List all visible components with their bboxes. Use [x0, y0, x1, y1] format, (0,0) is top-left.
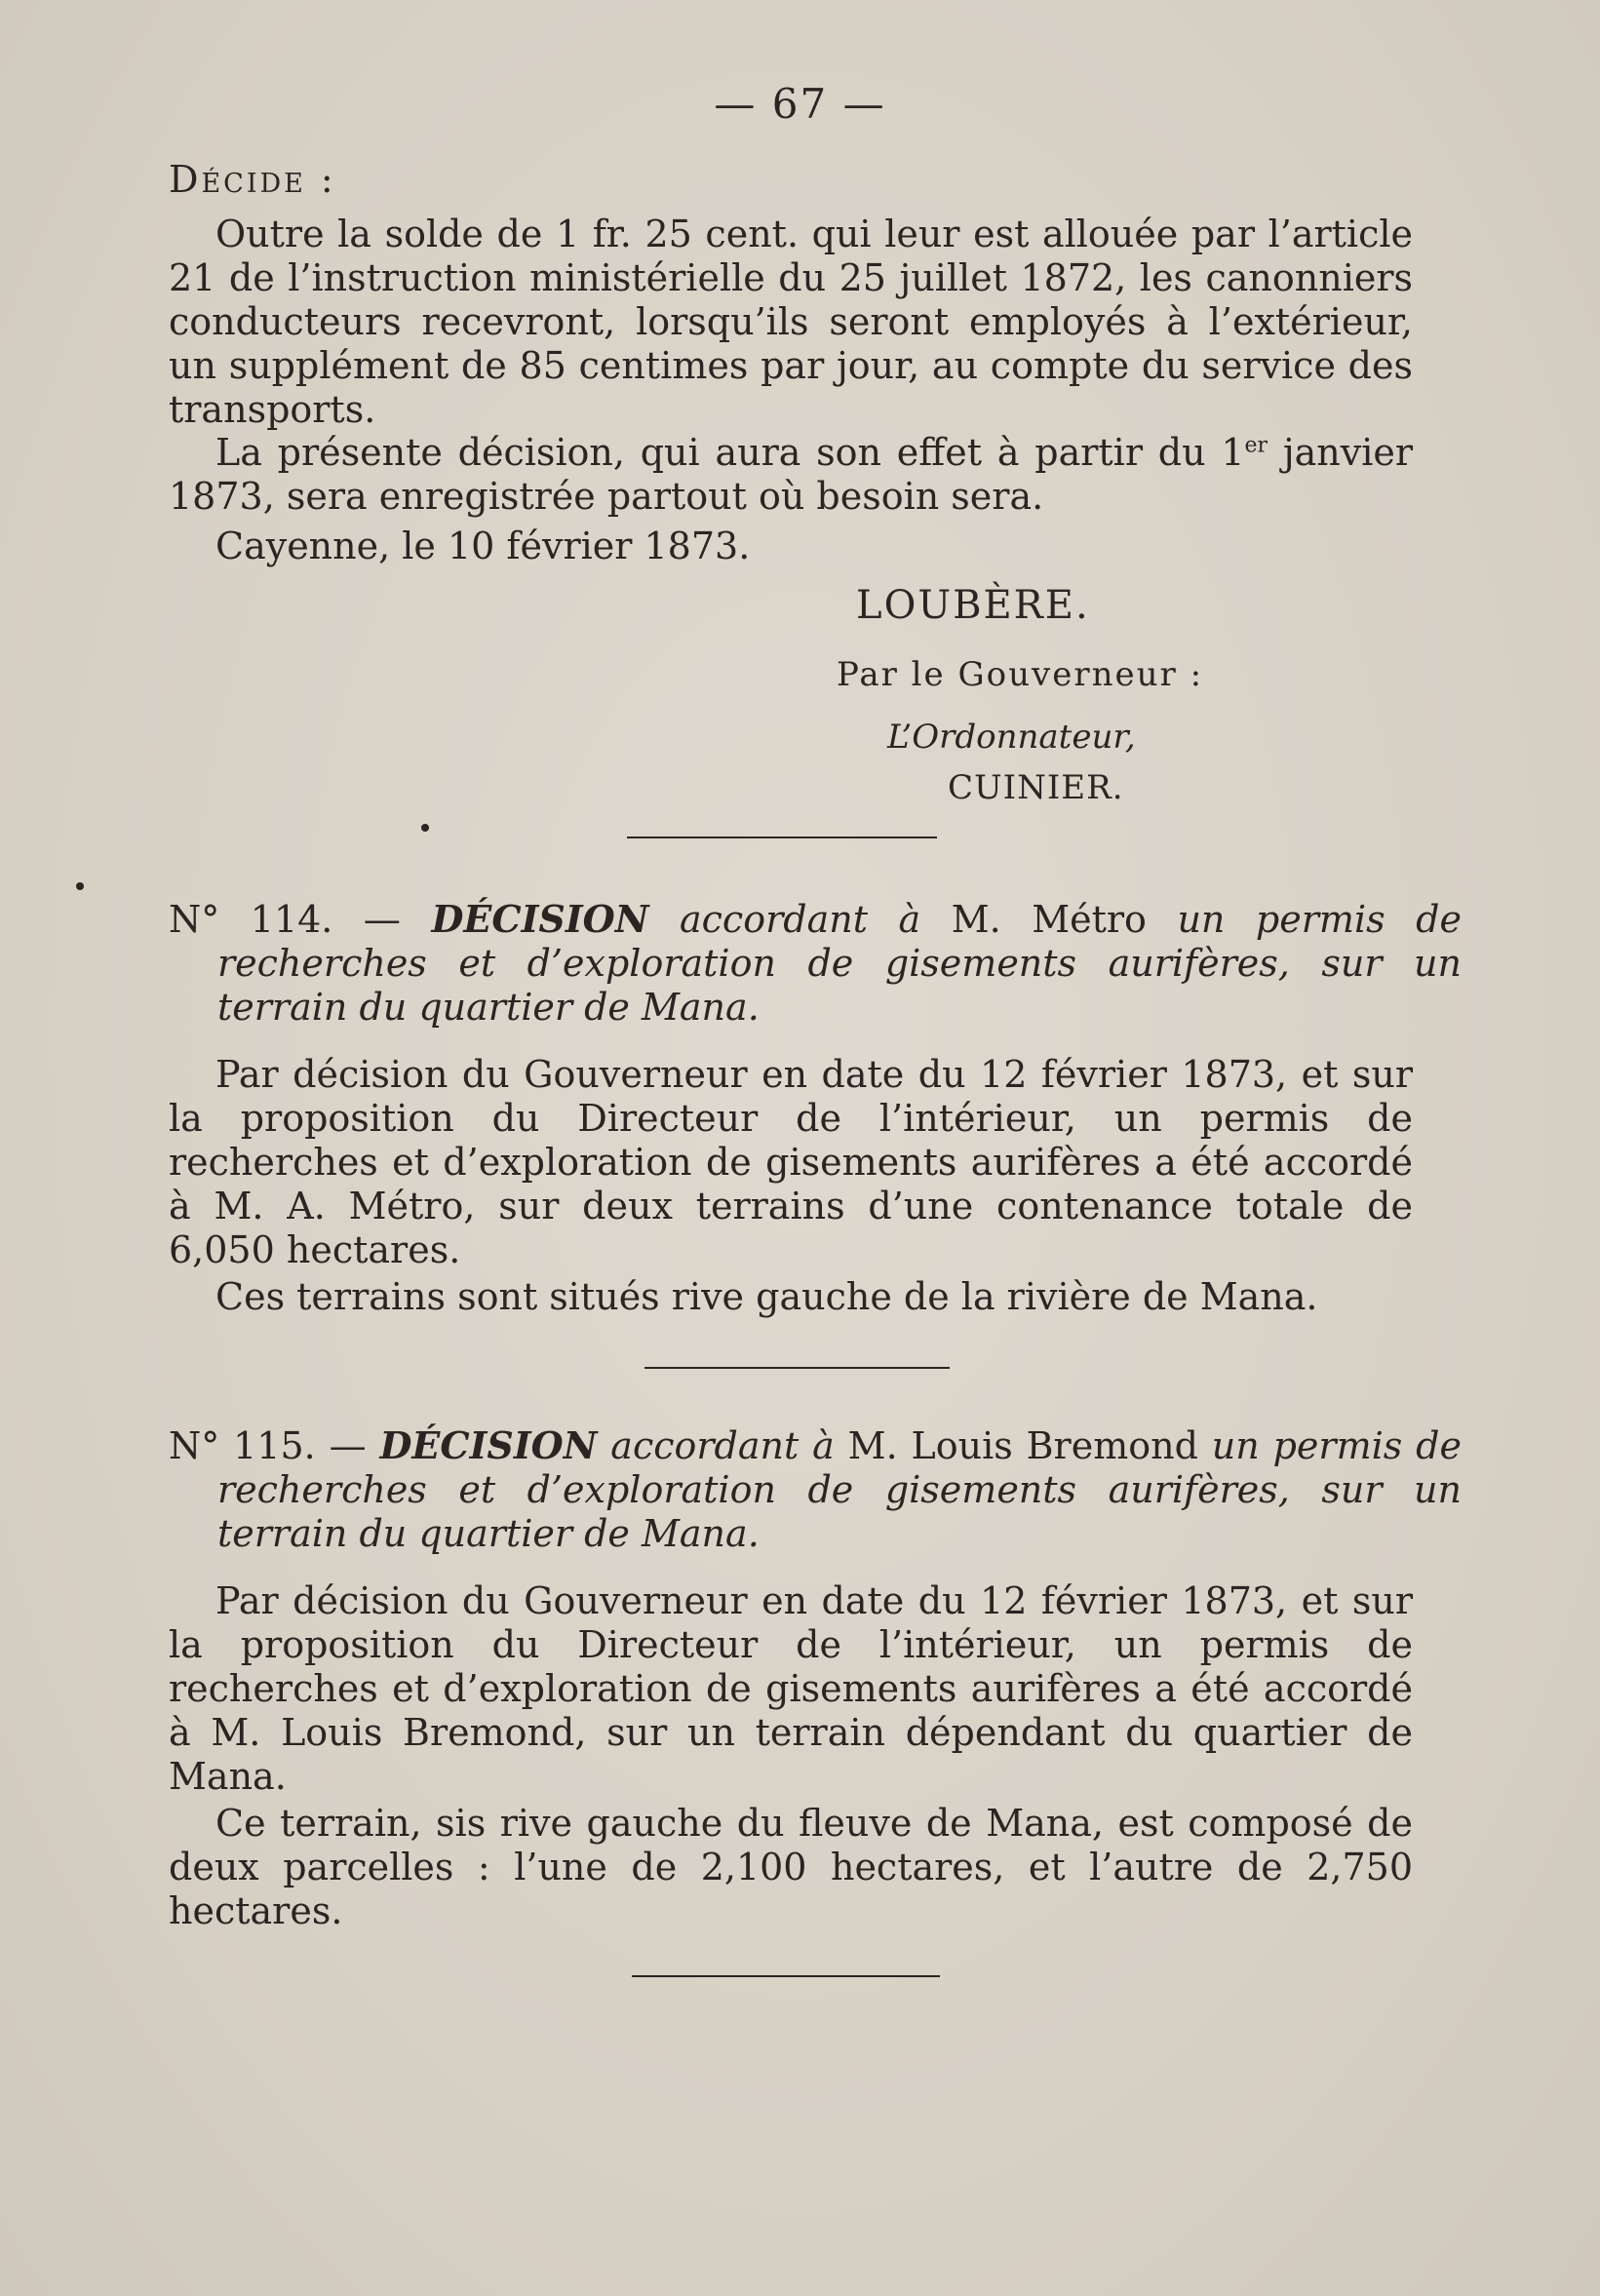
decision-114-paragraph-1: Par décision du Gouverneur en date du 12 février 1873, et sur la proposition du Directeur de l’intérieur, un permis de recherches et d’exploration de gisements aurifères a été accordé à M. A. Métro, sur deux terrains d’une contenance totale de 6,050 hectares.: [169, 1053, 1413, 1271]
ordonnateur-name: CUINIER.: [948, 768, 1124, 807]
decision-114-title-rest: un permis de recherches et d’exploration de gisements aurifères, sur un terrain du quartier de Mana.: [217, 898, 1462, 1029]
separator-rule-1: [627, 837, 937, 838]
ordonnateur-title: L’Ordonnateur,: [887, 718, 1136, 757]
ink-speck: [76, 882, 84, 890]
decree-paragraph-1: Outre la solde de 1 fr. 25 cent. qui leur est allouée par l’article 21 de l’instruction ministérielle du 25 juillet 1872, les canonniers conducteurs recevront, lorsqu’ils seront employés à l’extérieur, un supplément de 85 centimes par jour, au compte du service des transports.: [169, 213, 1413, 431]
decree-paragraph-2: La présente décision, qui aura son effet à partir du 1er janvier 1873, sera enregistrée partout où besoin sera.: [169, 431, 1414, 518]
ink-speck: [421, 824, 429, 832]
decide-label: Décide :: [169, 158, 336, 201]
signatory-name: LOUBÈRE.: [856, 583, 1090, 628]
decision-115-title-rest: un permis de recherches et d’exploration de gisements aurifères, sur un terrain du quartier de Mana.: [217, 1424, 1462, 1555]
decision-115-paragraph-1: Par décision du Gouverneur en date du 12 février 1873, et sur la proposition du Directeur de l’intérieur, un permis de recherches et d’exploration de gisements aurifères a été accordé à M. Louis Bremond, sur un terrain dépendant du quartier de Mana.: [169, 1579, 1413, 1798]
separator-rule-2: [644, 1367, 950, 1369]
decision-115-title-word: DÉCISION: [379, 1423, 598, 1467]
by-governor: Par le Gouverneur :: [837, 655, 1204, 694]
decision-115-number: N° 115. —: [169, 1424, 367, 1467]
decision-114-paragraph-2: Ces terrains sont situés rive gauche de la rivière de Mana.: [215, 1275, 1318, 1318]
decision-115-person: M. Louis Bremond: [847, 1424, 1198, 1467]
decision-115-title-mid: accordant à: [610, 1424, 835, 1467]
decision-115-heading: [169, 1423, 1462, 1556]
place-date: Cayenne, le 10 février 1873.: [215, 525, 751, 567]
page-number: — 67 —: [714, 80, 886, 128]
decision-114-number: N° 114. —: [169, 898, 401, 941]
decision-114-title-word: DÉCISION: [431, 897, 649, 941]
decision-114-title-mid: accordant à: [679, 898, 921, 941]
decision-115-paragraph-2: Ce terrain, sis rive gauche du fleuve de Mana, est composé de deux parcelles : l’une de 2,100 hectares, et l’autre de 2,750 hectares.: [169, 1802, 1413, 1932]
separator-rule-3: [632, 1975, 940, 1977]
decision-114-person: M. Métro: [951, 898, 1147, 941]
decision-114-heading: [169, 897, 1462, 1030]
